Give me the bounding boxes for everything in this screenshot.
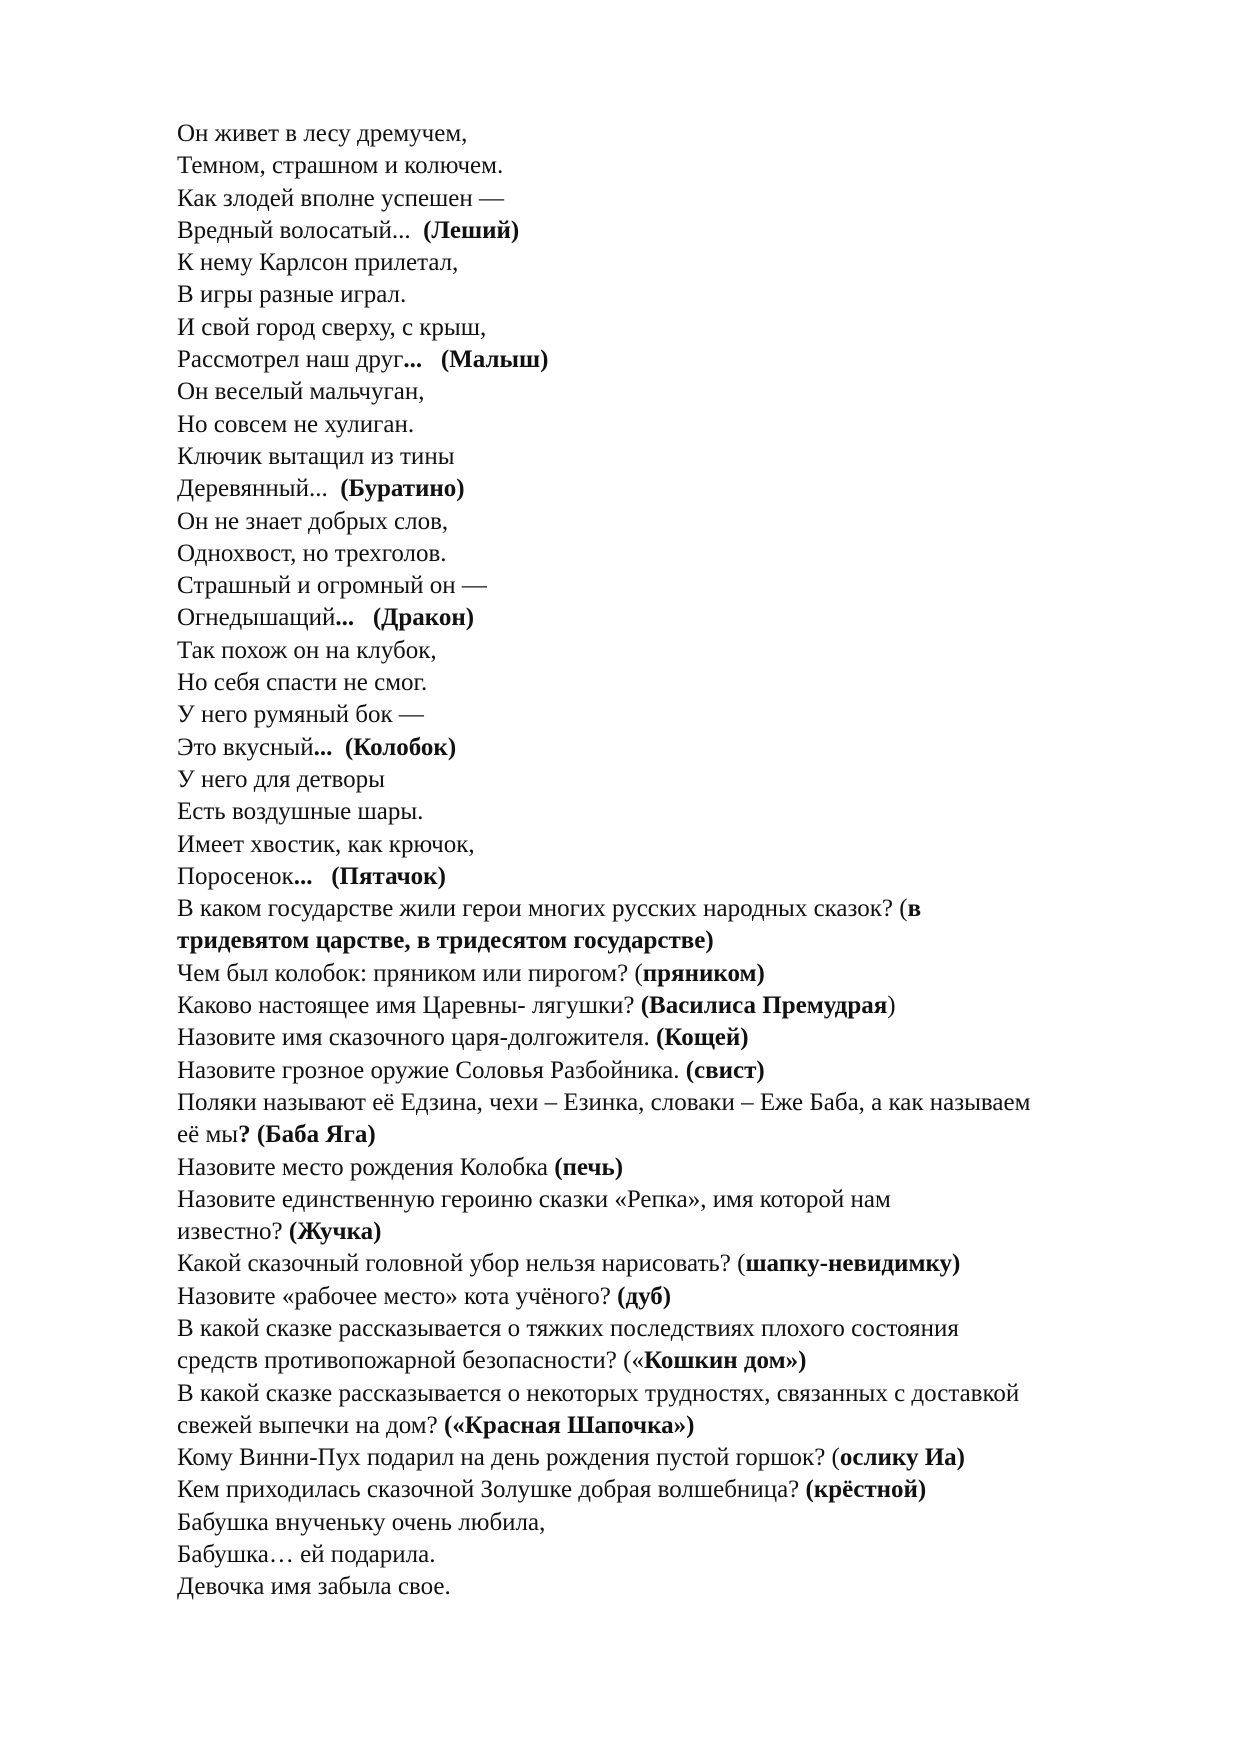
answer-text: (печь) bbox=[554, 1153, 624, 1181]
text-line bbox=[177, 1378, 1157, 1410]
question-text: Ключик вытащил из тины bbox=[177, 442, 455, 470]
answer-text: ... (Пятачок) bbox=[293, 862, 446, 890]
text-line bbox=[177, 118, 1157, 150]
question-text: Поляки называют её Едзина, чехи – Езинка, словаки – Еже Баба, а как называем bbox=[177, 1088, 1031, 1116]
answer-text: («Красная Шапочка») bbox=[443, 1411, 695, 1439]
text-line bbox=[177, 602, 1157, 634]
question-text: Кому Винни-Пух подарил на день рождения пустой горшок? ( bbox=[177, 1444, 840, 1472]
question-text: Он не знает добрых слов, bbox=[177, 507, 449, 535]
question-text: Он веселый мальчуган, bbox=[177, 378, 425, 406]
question-text: У него для детворы bbox=[177, 765, 385, 793]
question-text: Как злодей вполне успешен — bbox=[177, 184, 505, 212]
text-line bbox=[177, 506, 1157, 538]
question-text: её мы bbox=[177, 1121, 239, 1149]
text-line bbox=[177, 344, 1157, 376]
question-text: средств противопожарной безопасности? (« bbox=[177, 1347, 644, 1375]
question-text: Но совсем не хулиган. bbox=[177, 410, 415, 438]
text-line bbox=[177, 376, 1157, 408]
text-line bbox=[177, 732, 1157, 764]
question-text: Темном, страшном и колючем. bbox=[177, 152, 504, 180]
question-text: Девочка имя забыла свое. bbox=[177, 1573, 451, 1601]
text-line bbox=[177, 183, 1157, 215]
question-text: Он живет в лесу дремучем, bbox=[177, 120, 468, 147]
question-text: Поросенок bbox=[177, 862, 294, 890]
question-text: Назовите единственную героиню сказки «Репка», имя которой нам bbox=[177, 1185, 891, 1213]
text-line bbox=[177, 247, 1157, 279]
question-text: Бабушка… ей подарила. bbox=[177, 1541, 436, 1569]
text-line bbox=[177, 1474, 1157, 1506]
text-line bbox=[177, 1281, 1157, 1313]
answer-text: ослику Иа) bbox=[839, 1444, 965, 1472]
question-text: Чем был колобок: пряником или пирогом? ( bbox=[177, 959, 643, 987]
text-line bbox=[177, 1539, 1157, 1571]
question-text: Имеет хвостик, как крючок, bbox=[177, 830, 475, 858]
text-line bbox=[177, 1313, 1157, 1345]
text-line bbox=[177, 764, 1157, 796]
text-line bbox=[177, 1571, 1157, 1603]
answer-text: (Жучка) bbox=[288, 1218, 382, 1246]
question-text: Бабушка внученьку очень любила, bbox=[177, 1508, 546, 1536]
text-line bbox=[177, 1184, 1157, 1216]
answer-text: ... (Малыш) bbox=[403, 346, 549, 374]
answer-text: (Василиса Премудрая bbox=[640, 992, 888, 1020]
text-line bbox=[177, 570, 1157, 602]
answer-text: (Буратино) bbox=[340, 475, 465, 503]
answer-text: (дуб) bbox=[617, 1282, 672, 1310]
text-line bbox=[177, 1507, 1157, 1539]
text-line bbox=[177, 150, 1157, 182]
question-text: Назовите грозное оружие Соловья Разбойника. bbox=[177, 1056, 686, 1084]
question-text: ) bbox=[887, 992, 896, 1020]
riddles-text bbox=[177, 118, 1157, 1604]
question-text: Рассмотрел наш друг bbox=[177, 346, 404, 374]
text-line bbox=[177, 829, 1157, 861]
text-line bbox=[177, 1152, 1157, 1184]
answer-text: Кошкин дом») bbox=[643, 1347, 807, 1375]
answer-text: ? (Баба Яга) bbox=[238, 1121, 376, 1149]
answer-text: тридевятом царстве, в тридесятом государстве) bbox=[177, 927, 714, 955]
question-text: Какой сказочный головной убор нельзя нарисовать? ( bbox=[177, 1250, 746, 1278]
text-line bbox=[177, 441, 1157, 473]
text-line bbox=[177, 1216, 1157, 1248]
text-line bbox=[177, 409, 1157, 441]
text-line bbox=[177, 861, 1157, 893]
question-text: В каком государстве жили герои многих русских народных сказок? ( bbox=[177, 895, 908, 923]
question-text: Назовите имя сказочного царя-долгожителя. bbox=[177, 1024, 656, 1052]
question-text: свежей выпечки на дом? bbox=[177, 1411, 444, 1439]
answer-text: (Кощей) bbox=[655, 1024, 749, 1052]
text-line bbox=[177, 1055, 1157, 1087]
text-line bbox=[177, 473, 1157, 505]
question-text: Страшный и огромный он — bbox=[177, 572, 487, 600]
text-line bbox=[177, 699, 1157, 731]
text-line bbox=[177, 1087, 1157, 1119]
answer-text: шапку-невидимку) bbox=[745, 1250, 961, 1278]
question-text: Есть воздушные шары. bbox=[177, 798, 424, 826]
answer-text: ... (Колобок) bbox=[313, 733, 457, 761]
question-text: Назовите «рабочее место» кота учёного? bbox=[177, 1282, 618, 1310]
question-text: И свой город сверху, с крыш, bbox=[177, 313, 487, 341]
text-line bbox=[177, 1022, 1157, 1054]
question-text: Вредный волосатый... bbox=[177, 216, 424, 244]
text-line bbox=[177, 893, 1157, 925]
question-text: Огнедышащий bbox=[177, 604, 336, 632]
text-line bbox=[177, 1442, 1157, 1474]
text-line bbox=[177, 925, 1157, 957]
question-text: Это вкусный bbox=[177, 733, 314, 761]
answer-text: (крёстной) bbox=[805, 1476, 927, 1504]
text-line bbox=[177, 538, 1157, 570]
answer-text: ... (Дракон) bbox=[335, 604, 475, 632]
question-text: Кем приходилась сказочной Золушке добрая волшебница? bbox=[177, 1476, 806, 1504]
question-text: Однохвост, но трехголов. bbox=[177, 539, 447, 567]
text-line bbox=[177, 1410, 1157, 1442]
text-line bbox=[177, 635, 1157, 667]
text-line bbox=[177, 1345, 1157, 1377]
answer-text: в bbox=[907, 895, 922, 923]
answer-text: пряником) bbox=[642, 959, 765, 987]
question-text: В какой сказке рассказывается о тяжких последствиях плохого состояния bbox=[177, 1314, 959, 1342]
question-text: У него румяный бок — bbox=[177, 701, 424, 729]
text-line bbox=[177, 312, 1157, 344]
question-text: К нему Карлсон прилетал, bbox=[177, 249, 459, 277]
question-text: Деревянный... bbox=[177, 475, 341, 503]
question-text: известно? bbox=[177, 1218, 289, 1246]
question-text: В какой сказке рассказывается о некоторых трудностях, связанных с доставкой bbox=[177, 1379, 1020, 1407]
text-line bbox=[177, 1119, 1157, 1151]
answer-text: (свист) bbox=[685, 1056, 765, 1084]
question-text: Назовите место рождения Колобка bbox=[177, 1153, 555, 1181]
text-line bbox=[177, 667, 1157, 699]
question-text: Но себя спасти не смог. bbox=[177, 669, 428, 697]
text-line bbox=[177, 1248, 1157, 1280]
text-line bbox=[177, 990, 1157, 1022]
text-line bbox=[177, 796, 1157, 828]
question-text: Каково настоящее имя Царевны- лягушки? bbox=[177, 992, 641, 1020]
question-text: В игры разные играл. bbox=[177, 281, 407, 309]
answer-text: (Леший) bbox=[423, 216, 520, 244]
question-text: Так похож он на клубок, bbox=[177, 636, 437, 664]
text-line bbox=[177, 279, 1157, 311]
text-line bbox=[177, 958, 1157, 990]
text-line bbox=[177, 215, 1157, 247]
